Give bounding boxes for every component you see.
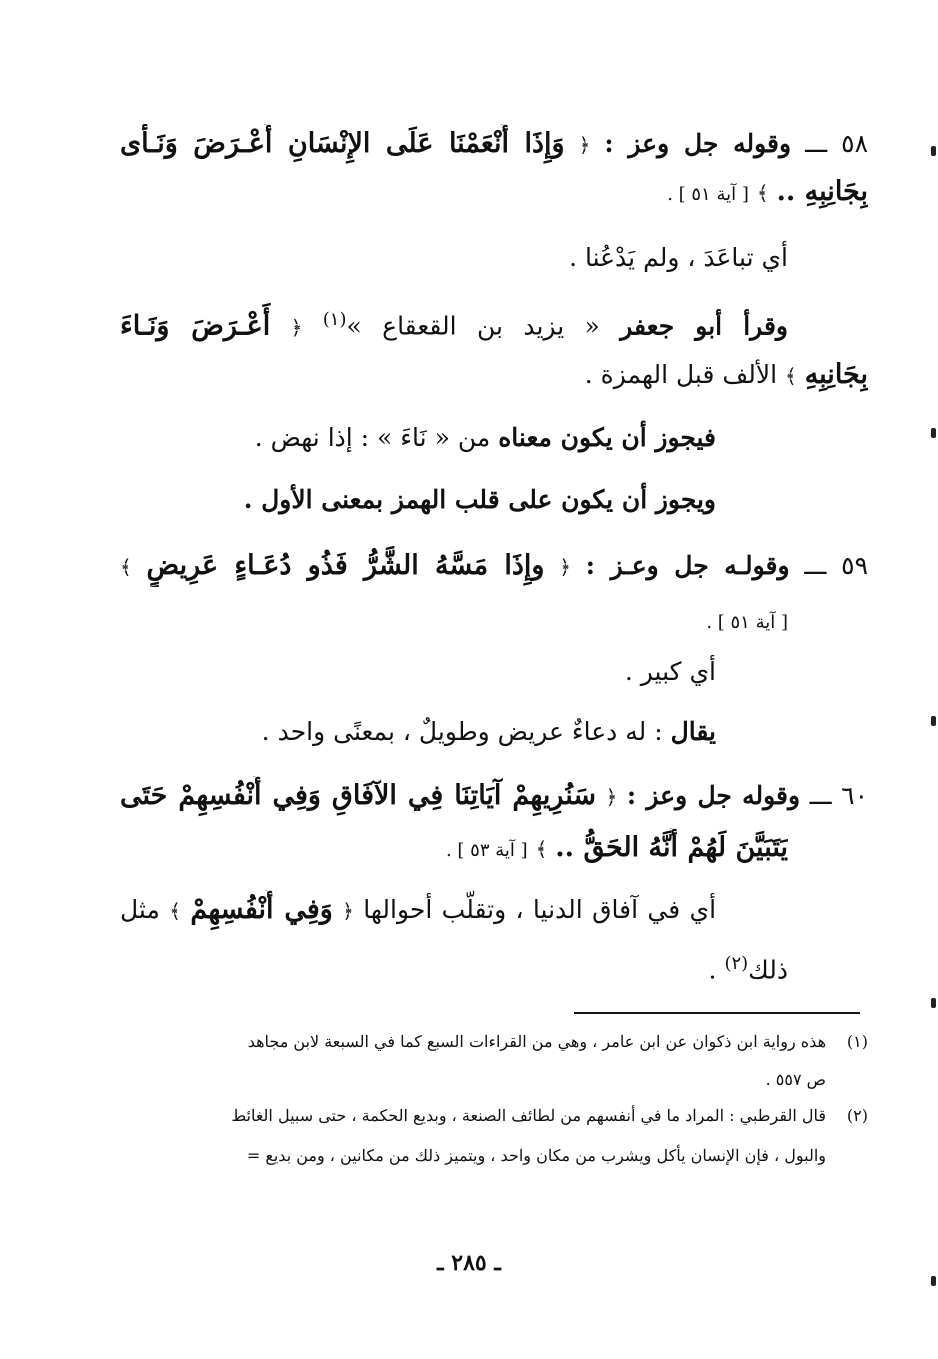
reader-full-name: « يزيد بن القعقاع » <box>346 311 600 341</box>
quran-verse: وَفِي أَنْفُسِهِمْ <box>190 894 333 925</box>
footnote-1-cont <box>120 1068 826 1092</box>
scan-margin-mark <box>931 1276 936 1286</box>
explanation-line <box>120 890 716 931</box>
quran-verse: يَتَبَيَّنَ لَهُمْ أَنَّهُ الحَقُّ .. <box>555 832 788 863</box>
quran-ornament-open: ﴿ <box>559 555 571 579</box>
footnote-separator <box>574 1012 860 1014</box>
explanation-text: أي كبير . <box>624 657 716 686</box>
footnote-ref[interactable]: (٢) <box>724 953 749 974</box>
quran-verse: وَإِذَا أَنْعَمْنَا عَلَى الإِنْسَانِ أَعْـرَضَ وَنَـأَى <box>120 128 565 159</box>
entry-number: ٦٠ ـــ <box>809 781 868 810</box>
entry-label: وقوله جل وعز : <box>604 129 792 158</box>
footnote-text: هذه رواية ابن ذكوان عن ابن عامر ، وهي من القراءات السبع كما في السبعة لابن مجاهد <box>247 1032 826 1051</box>
entry-60-line-1 <box>120 776 868 817</box>
reader-name: وقرأ أبو جعفر <box>620 311 788 341</box>
explanation-line <box>120 480 716 520</box>
explanation-bold: فيجوز أن يكون معناه <box>498 423 716 452</box>
explanation-text: ذلك <box>748 955 788 985</box>
quran-ornament-open: ﴿ <box>605 785 618 809</box>
explanation-line <box>120 418 716 458</box>
entry-58-line-2 <box>120 172 868 215</box>
explanation-line <box>120 238 788 278</box>
footnote-number: (١) <box>846 1032 868 1051</box>
explanation-bold: يقال <box>670 717 716 746</box>
explanation-line <box>120 355 868 396</box>
verse-reference: [ آية ٥١ ] . <box>706 612 788 633</box>
quran-ornament-open: ﴿ <box>290 315 303 340</box>
entry-59-line-1 <box>120 546 868 587</box>
explanation-bold: ويجوز أن يكون على قلب الهمز بمعنى الأول . <box>243 485 716 514</box>
entry-label: وقولـه جل وعـز : <box>585 551 790 580</box>
quran-verse: بِجَانِبِهِ <box>804 359 868 390</box>
quran-ornament-close: ﴾ <box>535 837 548 861</box>
explanation-line <box>120 652 716 692</box>
scan-margin-mark <box>931 428 936 438</box>
explanation-line <box>120 300 788 347</box>
footnote-text: ص ٥٥٧ . <box>765 1070 826 1089</box>
quran-ornament-close: ﴾ <box>120 555 132 579</box>
footnote-2-cont <box>120 1144 826 1168</box>
entry-59-line-2 <box>120 600 788 643</box>
page-number: ـ ٢٨٥ ـ <box>437 1250 501 1276</box>
footnote-ref[interactable]: (١) <box>322 309 347 330</box>
quran-ornament-close: ﴾ <box>756 181 769 205</box>
scan-margin-mark <box>931 716 936 726</box>
explanation-line <box>120 712 716 752</box>
entry-58-line-1 <box>120 124 868 165</box>
explanation-text: . <box>708 955 717 985</box>
footnote-text: والبول ، فإن الإنسان يأكل ويشرب من مكان واحد ، ويتميز ذلك من مكانين ، ومن بديع = <box>246 1146 826 1165</box>
quran-verse: أَعْـرَضَ وَنَـاءَ <box>120 310 271 342</box>
explanation-text: أي في آفاق الدنيا ، وتقلُّب أحوالها <box>363 895 716 924</box>
explanation-text: أي تباعَدَ ، ولم يَدْعُنا . <box>569 243 788 272</box>
verse-reference: [ آية ٥١ ] . <box>667 184 749 205</box>
quran-verse: سَنُرِيهِمْ آيَاتِنَا فِي الآفَاقِ وَفِي أَنْفُسِهِمْ حَتَى <box>120 780 597 811</box>
explanation-text: : له دعاءٌ عريض وطويلٌ ، بمعنًى واحد . <box>261 717 663 746</box>
scan-margin-mark <box>931 146 936 156</box>
footnote-2 <box>120 1104 868 1128</box>
entry-number: ٥٨ ـــ <box>805 129 868 158</box>
explanation-text: الألف قبل الهمزة . <box>584 360 778 389</box>
entry-label: وقوله جل وعز : <box>626 781 801 810</box>
explanation-line <box>120 944 788 990</box>
quran-ornament-close: ﴾ <box>785 364 797 388</box>
footnote-1 <box>120 1030 868 1054</box>
quran-ornament-open: ﴿ <box>342 899 354 923</box>
footnote-text: قال القرطبي : المراد ما في أنفسهم من لطائف الصنعة ، وبديع الحكمة ، حتى سبيل الغائط <box>231 1106 826 1125</box>
verse-reference: [ آية ٥٣ ] . <box>445 840 528 861</box>
quran-verse: بِجَانِبِهِ .. <box>776 176 868 207</box>
explanation-text: مثل <box>120 895 160 924</box>
entry-60-line-2 <box>120 828 788 871</box>
entry-number: ٥٩ ـــ <box>804 551 868 580</box>
quran-ornament-close: ﴾ <box>169 899 181 923</box>
scan-margin-mark <box>931 998 936 1008</box>
footnote-number: (٢) <box>846 1106 868 1125</box>
explanation-text: من « نَاءَ » : إذا نهض . <box>254 423 491 452</box>
quran-verse: وإِذَا مَسَّهُ الشَّرُّ فَذُو دُعَـاءٍ عَرِيضٍ <box>146 550 545 581</box>
quran-ornament-open: ﴿ <box>578 133 591 157</box>
